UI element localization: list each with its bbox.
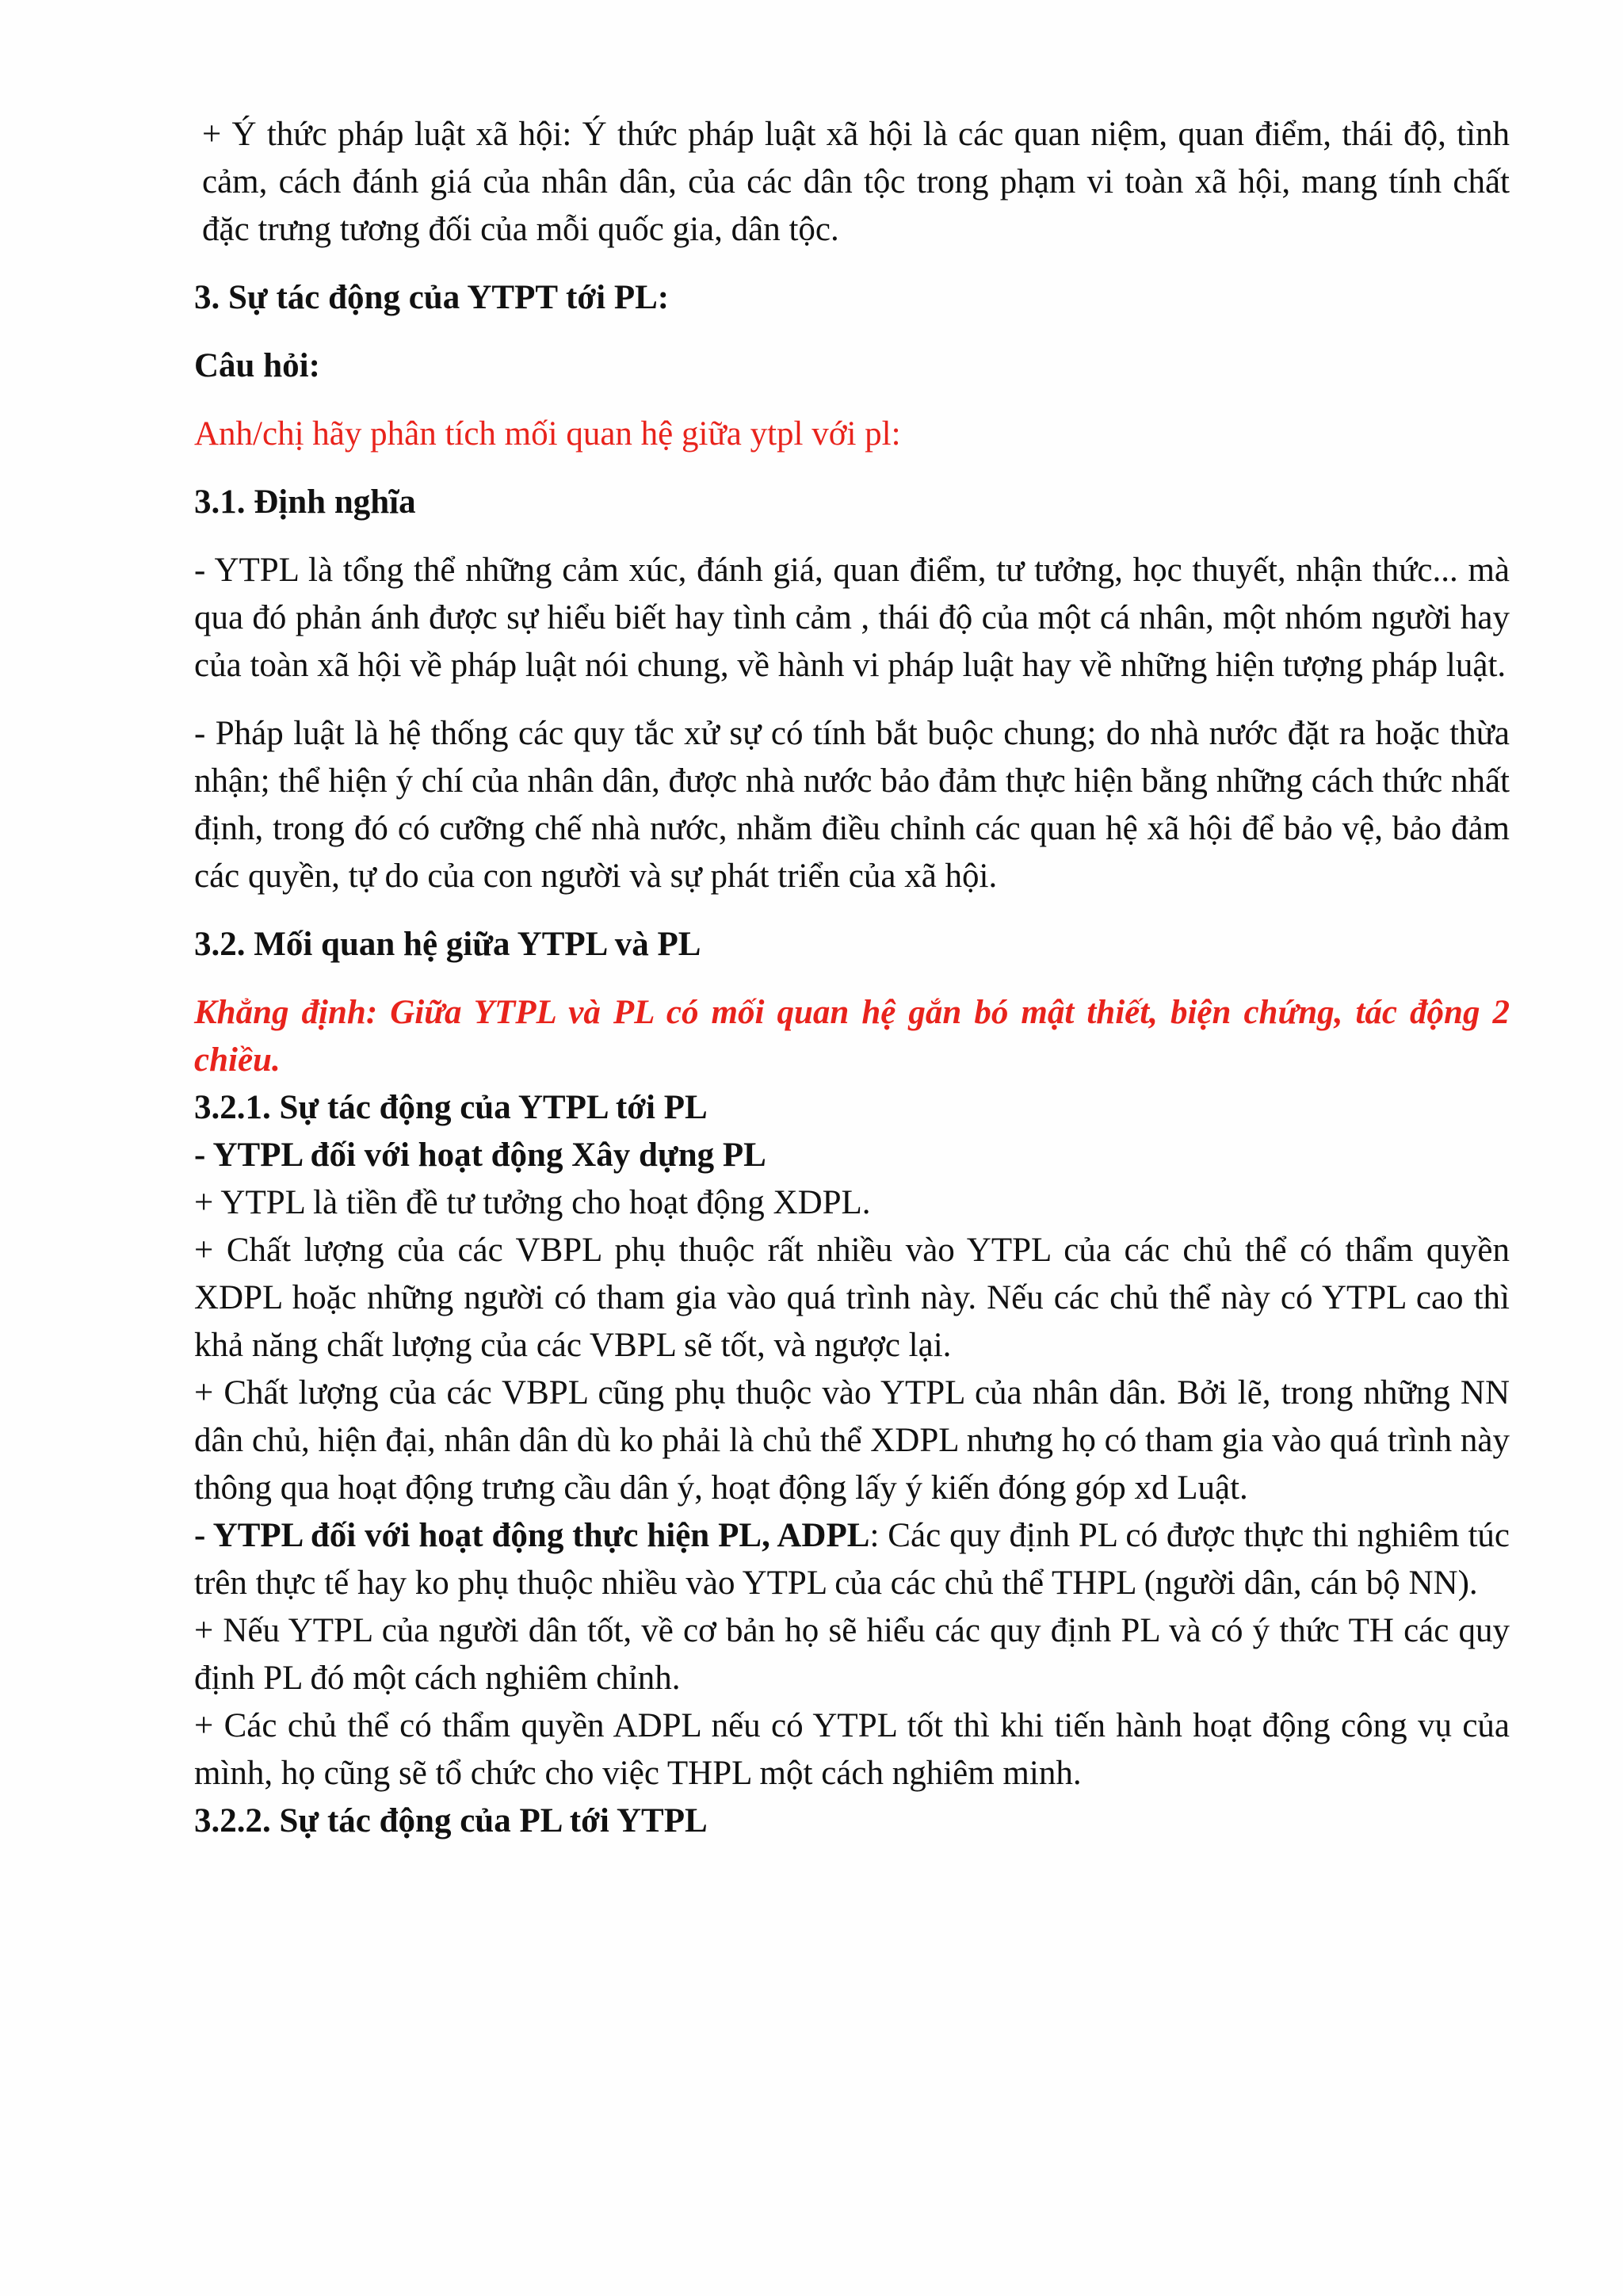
- heading-section-3: 3. Sự tác động của YTPT tới PL:: [194, 279, 670, 316]
- affirmation-text: Khẳng định: Giữa YTPL và PL có mối quan hệ gắn bó mật thiết, biện chứng, tác động 2 chiều.: [194, 994, 1510, 1079]
- bullet-chat-luong-chu-the: + Chất lượng của các VBPL phụ thuộc rất nhiều vào YTPL của các chủ thể có thẩm quyền XDPL hoặc những người có tham gia vào quá trình này. Nếu các chủ thể này có YTPL cao thì khả năng chất lượng của các VBPL sẽ tốt, và ngược lại.: [194, 1232, 1510, 1364]
- heading-3-2-1: 3.2.1. Sự tác động của YTPL tới PL: [194, 1089, 708, 1126]
- definition-ytpl: - YTPL là tổng thể những cảm xúc, đánh giá, quan điểm, tư tưởng, học thuyết, nhận thức... mà qua đó phản ánh được sự hiểu biết hay tình cảm , thái độ của một cá nhân, một nhóm người hay của toàn xã hội về pháp luật nói chung, về hành vi pháp luật hay về những hiện tượng pháp luật.: [194, 552, 1510, 684]
- bullet-chat-luong-nhan-dan: + Chất lượng của các VBPL cũng phụ thuộc vào YTPL của nhân dân. Bởi lẽ, trong những NN dân chủ, hiện đại, nhân dân dù ko phải là chủ thể XDPL nhưng họ có tham gia vào quá trình này thông qua hoạt động trưng cầu dân ý, hoạt động lấy ý kiến đóng góp xd Luật.: [194, 1374, 1510, 1507]
- bullet-nguoi-dan: + Nếu YTPL của người dân tốt, về cơ bản họ sẽ hiểu các quy định PL và có ý thức TH các quy định PL đó một cách nghiêm chỉnh.: [194, 1612, 1510, 1697]
- paragraph-thuc-hien-pl: [194, 1512, 1510, 1607]
- subheading-thuc-hien-pl: - YTPL đối với hoạt động thực hiện PL, ADPL: [194, 1517, 870, 1554]
- bullet-tien-de: + YTPL là tiền đề tư tưởng cho hoạt động XDPL.: [194, 1184, 871, 1221]
- heading-3-2-2: 3.2.2. Sự tác động của PL tới YTPL: [194, 1802, 708, 1839]
- subheading-xay-dung-pl: - YTPL đối với hoạt động Xây dựng PL: [194, 1137, 766, 1174]
- definition-phap-luat: - Pháp luật là hệ thống các quy tắc xử sự có tính bắt buộc chung; do nhà nước đặt ra hoặc thừa nhận; thể hiện ý chí của nhân dân, được nhà nước bảo đảm thực hiện bằng những cách thức nhất định, trong đó có cưỡng chế nhà nước, nhằm điều chỉnh các quan hệ xã hội để bảo vệ, bảo đảm các quyền, tự do của con người và sự phát triển của xã hội.: [194, 715, 1510, 895]
- thuc-hien-pl-text: : Các quy định PL có được thực thi nghiêm túc trên thực tế hay ko phụ thuộc nhiều vào YTPL của các chủ thể THPL (người dân, cán bộ NN).: [194, 1517, 1510, 1602]
- document-page: [194, 111, 1510, 1845]
- paragraph-ytpl-xa-hoi: + Ý thức pháp luật xã hội: Ý thức pháp luật xã hội là các quan niệm, quan điểm, thái độ, tình cảm, cách đánh giá của nhân dân, của các dân tộc trong phạm vi toàn xã hội, mang tính chất đặc trưng tương đối của mỗi quốc gia, dân tộc.: [202, 116, 1510, 248]
- heading-3-2: 3.2. Mối quan hệ giữa YTPL và PL: [194, 926, 701, 963]
- bullet-chu-the-adpl: + Các chủ thể có thẩm quyền ADPL nếu có YTPL tốt thì khi tiến hành hoạt động công vụ của mình, họ cũng sẽ tổ chức cho việc THPL một cách nghiêm minh.: [194, 1707, 1510, 1792]
- heading-3-1: 3.1. Định nghĩa: [194, 483, 416, 521]
- question-label: Câu hỏi:: [194, 347, 320, 384]
- question-text: Anh/chị hãy phân tích mối quan hệ giữa ytpl với pl:: [194, 415, 901, 453]
